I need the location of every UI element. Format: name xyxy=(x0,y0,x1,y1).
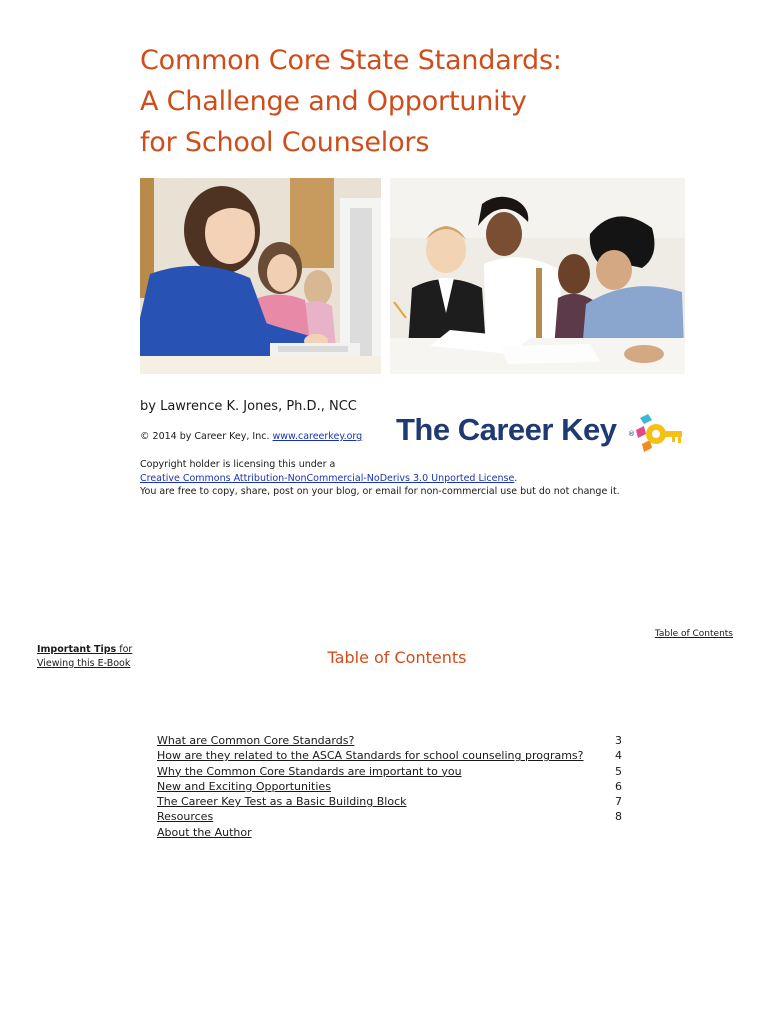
important-tips-bold: Important Tips xyxy=(37,644,117,655)
toc-item xyxy=(157,764,622,779)
toc-item xyxy=(157,748,622,763)
toc-page-number xyxy=(610,825,622,840)
toc-link-about-author[interactable]: About the Author xyxy=(157,825,252,839)
toc-item xyxy=(157,825,622,840)
toc-item xyxy=(157,794,622,809)
license-line-1: Copyright holder is licensing this under a xyxy=(140,459,336,470)
registered-mark: ® xyxy=(628,430,635,438)
title-line-3: for School Counselors xyxy=(140,127,430,158)
license-notice xyxy=(140,458,620,499)
students-group-study-photo xyxy=(390,178,685,374)
careerkey-website-link[interactable]: www.careerkey.org xyxy=(272,431,363,442)
title-line-1: Common Core State Standards: xyxy=(140,45,562,76)
table-of-contents-link[interactable]: Table of Contents xyxy=(654,629,733,639)
document-title xyxy=(140,40,700,163)
toc-link-common-core[interactable]: What are Common Core Standards? xyxy=(157,734,355,747)
important-tips-link-wrap xyxy=(37,643,132,670)
toc-link-why-important[interactable]: Why the Common Core Standards are important to you xyxy=(157,764,462,778)
toc-page-number: 3 xyxy=(615,734,622,747)
important-tips-rest: for xyxy=(116,644,133,655)
table-of-contents-top-link-wrap xyxy=(655,629,733,639)
creative-commons-license-link[interactable]: Creative Commons Attribution-NonCommercial-NoDerivs 3.0 Unported License xyxy=(140,472,515,484)
key-icon xyxy=(634,410,684,460)
toc-list xyxy=(157,733,622,840)
toc-link-career-key-test[interactable]: The Career Key Test as a Basic Building Block xyxy=(157,795,407,809)
logo-wordmark: The Career Key xyxy=(396,412,617,447)
toc-item xyxy=(157,809,622,824)
toc-page-number: 4 xyxy=(615,749,622,763)
license-link-suffix: . xyxy=(514,472,518,484)
toc-item xyxy=(157,733,622,748)
toc-page-number: 6 xyxy=(615,779,622,793)
title-line-2: A Challenge and Opportunity xyxy=(140,86,527,117)
license-line-3: You are free to copy, share, post on your blog, or email for non-commercial use but do not change it. xyxy=(140,486,620,497)
copyright-notice xyxy=(140,431,362,442)
author-byline: by Lawrence K. Jones, Ph.D., NCC xyxy=(140,399,357,414)
career-key-logo xyxy=(396,410,686,458)
toc-link-asca-standards[interactable]: How are they related to the ASCA Standards for school counseling programs? xyxy=(157,749,584,763)
toc-page-number: 7 xyxy=(615,795,622,809)
important-tips-link[interactable] xyxy=(37,644,132,669)
toc-heading: Table of Contents xyxy=(327,648,467,667)
girl-at-computer-photo xyxy=(140,178,381,374)
toc-link-resources[interactable]: Resources xyxy=(157,810,214,824)
toc-page-number: 8 xyxy=(615,810,622,824)
toc-item xyxy=(157,779,622,794)
toc-page-number: 5 xyxy=(615,764,622,778)
toc-link-opportunities[interactable]: New and Exciting Opportunities xyxy=(157,779,331,793)
important-tips-line-2: Viewing this E-Book xyxy=(37,657,131,669)
copyright-text: © 2014 by Career Key, Inc. xyxy=(140,431,273,442)
